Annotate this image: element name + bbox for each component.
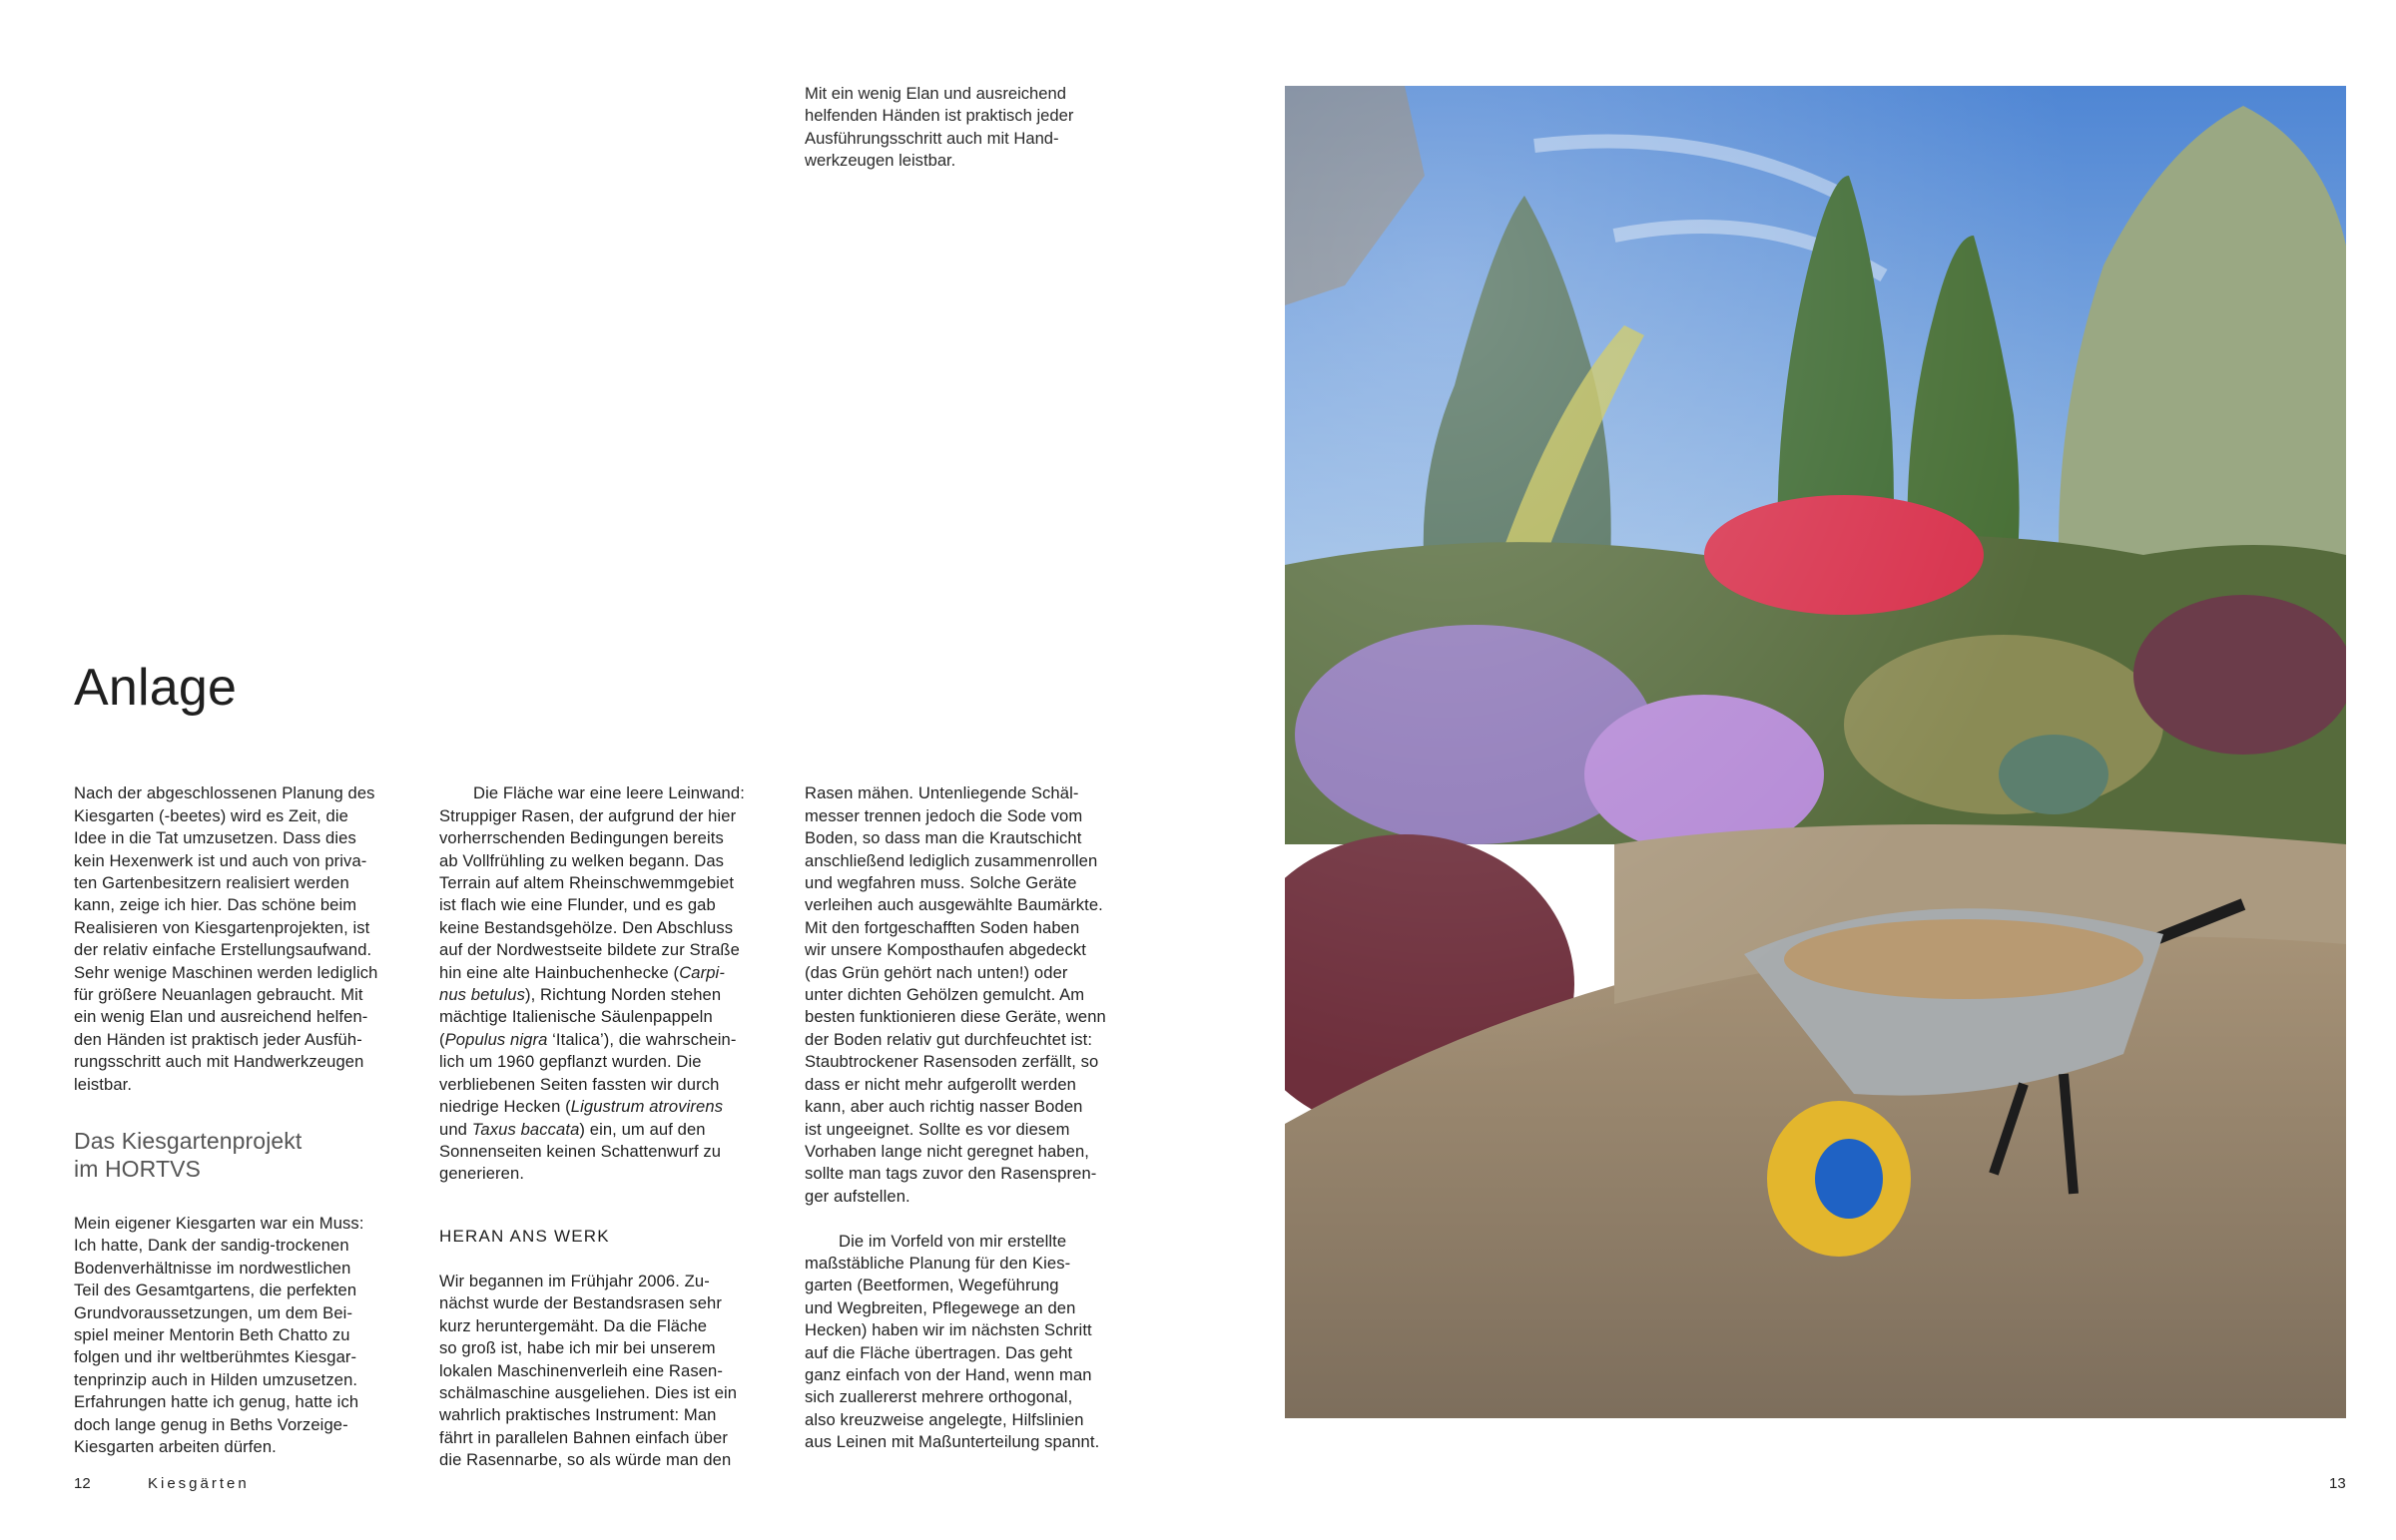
- column2-paragraph-2: Wir begannen im Frühjahr 2006. Zu- nächst wurde der Bestandsrasen sehr kurz heruntergemäht. Da die Fläche so groß ist, habe ich mir bei unserem lokalen Maschinenverleih eine Rasen- schälmaschine ausgeliehen. Dies ist ein wahrlich praktisches Instrument: Man fährt in parallelen Bahnen einfach über die Rasennarbe, so als würde man den: [439, 1271, 738, 1470]
- column1-paragraph-2: Mein eigener Kiesgarten war ein Muss: Ich hatte, Dank der sandig-trockenen Bodenverhältnisse im nordwestlichen Teil des Gesamtgartens, die perfekten Grundvoraussetzungen, um dem Bei- spiel meiner Mentorin Beth Chatto zu folgen und ihr weltberühmtes Kiesgar- tenprinzip auch in Hilden umzusetzen. Erfahrungen hatte ich genug, hatte ich doch lange genug in Beths Vorzeige- Kiesgarten arbeiten dürfen.: [74, 1213, 364, 1456]
- column1-subheading: Das Kiesgartenprojekt im HORTVS: [74, 1127, 302, 1182]
- column2-species-taxus: Taxus baccata: [471, 1119, 580, 1139]
- column2-text-c: ‘Italica’), die wahrschein- lich um 1960 gepflanzt wurden. Die verbliebenen Seiten fassten wir durch niedrige Hecken (: [439, 1029, 737, 1117]
- sunlight-glow: [1285, 86, 2346, 1418]
- column2-species-carpinus: Carpi- nus betulus: [439, 962, 725, 1005]
- column2-species-populus: Populus nigra: [444, 1029, 548, 1049]
- page-number-right: 13: [2329, 1475, 2346, 1492]
- running-title: Kiesgärten: [148, 1475, 250, 1492]
- section-heading: Anlage: [74, 659, 238, 717]
- column2-subheading: HERAN ANS WERK: [439, 1227, 610, 1247]
- column2-text-b: ), Richtung Norden stehen mächtige Italienische Säulenpappeln (: [439, 985, 722, 1049]
- column3-paragraph-1: Rasen mähen. Untenliegende Schäl- messer trennen jedoch die Sode vom Boden, so dass man die Krautschicht anschließend lediglich zusammenrollen und wegfahren muss. Solche Geräte verleihen auch ausgewählte Baumärkte. Mit den fortgeschafften Soden haben wir unsere Komposthaufen abgedeckt (das Grün gehört nach unten!) oder unter dichten Gehölzen gemulcht. Am besten funktionieren diese Geräte, wenn der Boden relativ gut durchfeuchtet ist: Staubtrockener Rasensoden zerfällt, so dass er nicht mehr aufgerollt werden kann, aber auch richtig nasser Boden ist ungeeignet. Sollte es vor diesem Vorhaben lange nicht geregnet haben, sollte man tags zuvor den Rasenspren- ger aufstellen.: [805, 783, 1106, 1206]
- photo-illustration: [1285, 86, 2346, 1418]
- column2-text-d: und: [439, 1119, 467, 1139]
- column2-text-a: Die Fläche war eine leere Leinwand: Struppiger Rasen, der aufgrund der hier vorherrschenden Bedingungen bereits ab Vollfrühling zu welken begann. Das Terrain auf altem Rheinschwemmgebiet ist flach wie eine Flunder, und es gab keine Bestandsgehölze. Den Abschluss auf der Nordwestseite bildete zur Straße hin eine alte Hainbuchenhecke (: [439, 783, 745, 982]
- text-column-1: [74, 761, 411, 1481]
- garden-with-wheelbarrow-photo: [1285, 86, 2346, 1418]
- text-column-3: [805, 761, 1142, 1476]
- column2-text-e: ) ein, um auf den Sonnenseiten keinen Schattenwurf zu generieren.: [439, 1119, 722, 1184]
- column1-paragraph-1: Nach der abgeschlossenen Planung des Kiesgarten (-beetes) wird es Zeit, die Idee in die Tat umzusetzen. Dass dies kein Hexenwerk ist und auch von priva- ten Gartenbesitzern realisiert werden kann, zeige ich hier. Das schöne beim Realisieren von Kiesgartenprojekten, ist der relativ einfache Erstellungsaufwand. Sehr wenige Maschinen werden lediglich für größere Neuanlagen gebraucht. Mit ein wenig Elan und ausreichend helfen- den Händen ist praktisch jeder Ausfüh- rungsschritt auch mit Handwerkzeugen leistbar.: [74, 783, 378, 1094]
- text-column-2: [439, 761, 777, 1494]
- column3-paragraph-2: Die im Vorfeld von mir erstellte maßstäbliche Planung für den Kies- garten (Beetformen, Wegeführung und Wegbreiten, Pflegewege an den Hecken) haben wir im nächsten Schritt auf die Fläche übertragen. Das geht ganz einfach von der Hand, wenn man sich zuallererst mehrere orthogonal, also kreuzweise angelegte, Hilfslinien aus Leinen mit Maßunterteilung spannt.: [805, 1231, 1100, 1452]
- page-number-left: 12: [74, 1475, 91, 1492]
- column2-species-ligustrum: Ligustrum atrovirens: [570, 1097, 724, 1117]
- column2-paragraph-1: [439, 782, 777, 1185]
- photo-caption: Mit ein wenig Elan und ausreichend helfenden Händen ist praktisch jeder Ausführungsschritt auch mit Hand- werkzeugen leistbar.: [805, 84, 1074, 171]
